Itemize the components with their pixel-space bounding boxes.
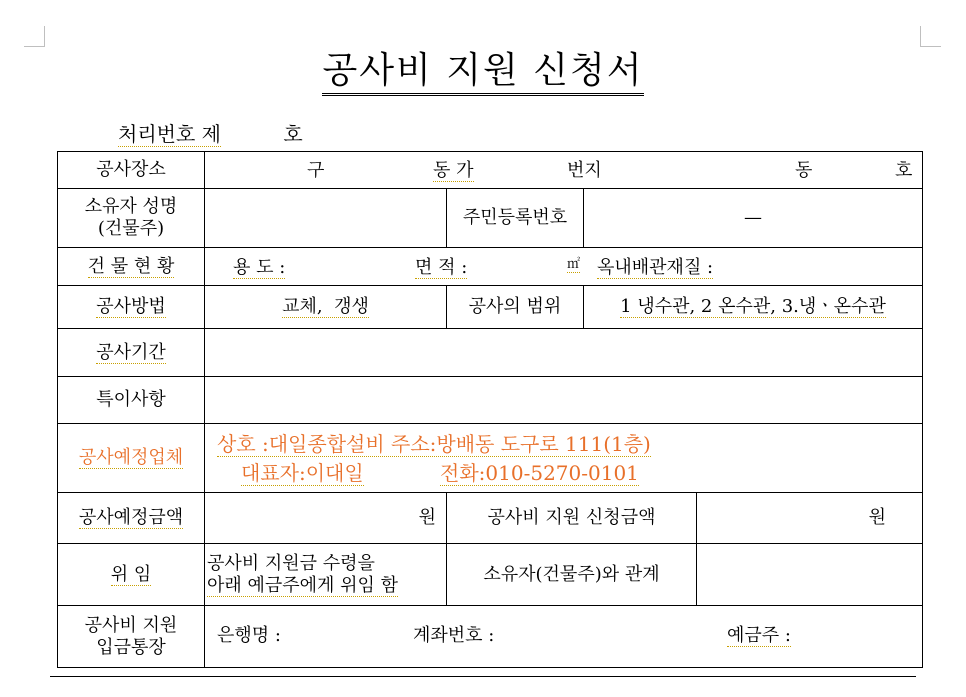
period-label: 공사기간: [58, 329, 205, 377]
delegation-text: 공사비 지원금 수령을 아래 예금주에게 위임 함: [205, 544, 447, 606]
period-field[interactable]: [205, 329, 923, 377]
contractor-value[interactable]: [205, 424, 923, 493]
bank-name-label: 은행명 :: [217, 624, 281, 646]
account-value[interactable]: [205, 606, 923, 668]
building-area-label: 면 적 :: [415, 256, 468, 278]
row-contractor: [58, 424, 923, 493]
notes-label: 특이사항: [58, 377, 205, 424]
row-notes: [58, 377, 923, 424]
row-location: [58, 152, 923, 189]
delegation-label: 위 임: [58, 544, 205, 606]
contractor-rep: 대표자:이대일: [241, 460, 364, 485]
location-ho: 호: [895, 159, 913, 181]
building-use-label: 용 도 :: [233, 256, 286, 278]
row-amount: [58, 493, 923, 544]
building-area-unit: ㎡: [567, 256, 581, 272]
scope-label: 공사의 범위: [447, 286, 584, 329]
account-label: 공사비 지원 입금통장: [58, 606, 205, 668]
owner-label: 소유자 성명 (건물주): [58, 189, 205, 248]
row-owner: [58, 189, 923, 248]
contractor-line1: 상호 :대일종합설비 주소:방배동 도구로 111(1층): [217, 431, 651, 456]
relation-field[interactable]: [697, 544, 923, 606]
location-label: 공사장소: [58, 152, 205, 189]
row-account: [58, 606, 923, 668]
location-gu: 구: [307, 159, 325, 181]
building-value[interactable]: [205, 248, 923, 286]
contractor-line2: [217, 461, 918, 485]
form-title: 공사비 지원 신청서: [0, 42, 966, 93]
account-number-label: 계좌번호 :: [413, 624, 495, 646]
row-period: [58, 329, 923, 377]
owner-name-field[interactable]: [205, 189, 447, 248]
location-dong: 동: [795, 159, 813, 181]
resident-number-label: 주민등록번호: [447, 189, 584, 248]
processing-suffix: 호: [283, 122, 303, 146]
row-method: [58, 286, 923, 329]
building-label: 건 물 현 황: [58, 248, 205, 286]
location-bunji: 번지: [567, 159, 602, 181]
row-delegation: [58, 544, 923, 606]
resident-number-field[interactable]: —: [584, 189, 923, 248]
scope-value[interactable]: 1 냉수관, 2 온수관, 3.냉ㆍ온수관: [584, 286, 923, 329]
bottom-rule: [50, 676, 916, 677]
relation-label: 소유자(건물주)와 관계: [447, 544, 697, 606]
location-dong-ga: 동 가: [433, 159, 474, 181]
amount-field[interactable]: 원: [205, 493, 447, 544]
request-amount-label: 공사비 지원 신청금액: [447, 493, 697, 544]
row-building: [58, 248, 923, 286]
contractor-phone: 전화:010-5270-0101: [440, 460, 639, 485]
location-value[interactable]: [205, 152, 923, 189]
processing-label: 처리번호 제: [118, 122, 221, 146]
account-holder-label: 예금주 :: [727, 624, 791, 646]
processing-number: [118, 118, 303, 147]
contractor-label: 공사예정업체: [58, 424, 205, 493]
building-pipe-label: 옥내배관재질 :: [597, 256, 714, 278]
method-value[interactable]: 교체, 갱생: [205, 286, 447, 329]
method-label: 공사방법: [58, 286, 205, 329]
request-amount-field[interactable]: 원: [697, 493, 923, 544]
application-form-table: [57, 151, 923, 668]
notes-field[interactable]: [205, 377, 923, 424]
amount-label: 공사예정금액: [58, 493, 205, 544]
